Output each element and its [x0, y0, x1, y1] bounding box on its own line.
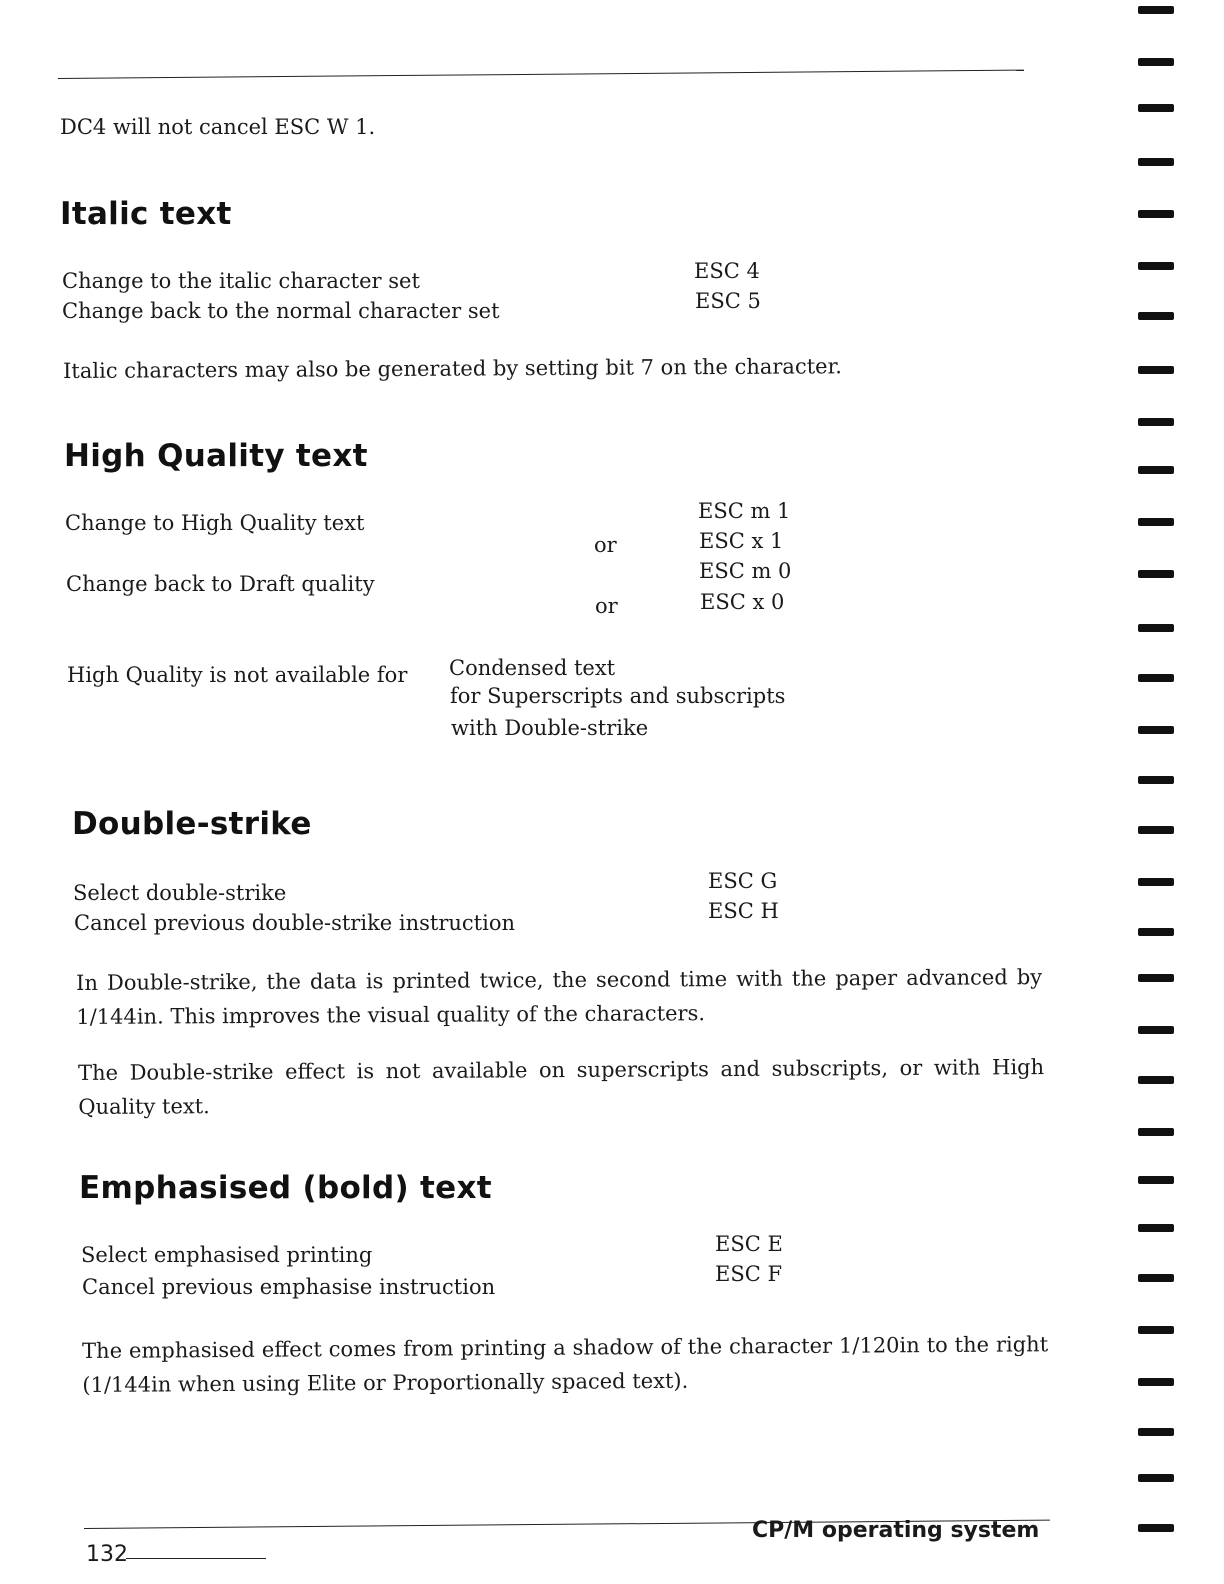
binding-mark [1138, 312, 1174, 320]
emph-paragraph: The emphasised effect comes from printing a shadow of the character 1/120in to the right (1/144in when using Elite or Proportionally spaced text). [82, 1332, 1049, 1397]
footer-title: CP/M operating system [752, 1518, 1040, 1543]
binding-mark [1138, 1474, 1174, 1482]
binding-mark [1138, 262, 1174, 270]
binding-mark [1138, 158, 1174, 166]
binding-mark [1138, 624, 1174, 632]
ds-row-2-code: ESC H [708, 899, 779, 923]
binding-mark [1138, 1326, 1174, 1334]
binding-mark [1138, 58, 1174, 66]
emph-row-2-code: ESC F [715, 1262, 783, 1286]
double-strike-heading: Double-strike [72, 806, 312, 842]
binding-mark [1138, 366, 1174, 374]
binding-mark [1138, 570, 1174, 578]
hq-row-2-alt-code: ESC x 0 [700, 590, 785, 614]
emph-row-1-code: ESC E [715, 1232, 783, 1256]
italic-note: Italic characters may also be generated by setting bit 7 on the character. [63, 354, 843, 383]
binding-mark [1138, 928, 1174, 936]
high-quality-heading: High Quality text [64, 438, 368, 474]
binding-mark [1138, 210, 1174, 218]
hq-row-1-or: or [594, 533, 617, 557]
italic-row-2-code: ESC 5 [695, 289, 761, 313]
spiral-binding-marks [1126, 0, 1186, 1584]
hq-row-1-label: Change to High Quality text [65, 511, 365, 535]
binding-mark [1138, 726, 1174, 734]
emph-row-2-label: Cancel previous emphasise instruction [82, 1275, 496, 1299]
hq-not-available-item-1: Condensed text [449, 656, 616, 680]
binding-mark [1138, 1128, 1174, 1136]
binding-mark [1138, 826, 1174, 834]
hq-row-2-or: or [595, 594, 618, 618]
binding-mark [1138, 1224, 1174, 1232]
italic-row-1-code: ESC 4 [694, 259, 760, 283]
italic-row-1-label: Change to the italic character set [62, 269, 420, 293]
binding-mark [1138, 104, 1174, 112]
binding-mark [1138, 1378, 1174, 1386]
top-rule [58, 70, 1024, 79]
binding-mark [1138, 674, 1174, 682]
binding-mark [1138, 1524, 1174, 1532]
binding-mark [1138, 1076, 1174, 1084]
emph-row-1-label: Select emphasised printing [81, 1243, 373, 1267]
ds-paragraph-2: The Double-strike effect is not available on superscripts and subscripts, or with High Quality text. [78, 1055, 1045, 1119]
emphasised-heading: Emphasised (bold) text [79, 1170, 492, 1206]
hq-row-2-code: ESC m 0 [699, 559, 792, 583]
binding-mark [1138, 1026, 1174, 1034]
ds-paragraph-1: In Double-strike, the data is printed twice, the second time with the paper advanced by 1/144in. This improves the visual quality of the characters. [76, 965, 1043, 1029]
intro-line: DC4 will not cancel ESC W 1. [60, 115, 376, 139]
ds-row-1-label: Select double-strike [73, 881, 287, 905]
italic-row-2-label: Change back to the normal character set [62, 299, 500, 323]
binding-mark [1138, 776, 1174, 784]
binding-mark [1138, 466, 1174, 474]
ds-row-1-code: ESC G [708, 869, 778, 893]
italic-heading: Italic text [60, 196, 232, 232]
binding-mark [1138, 878, 1174, 886]
hq-row-1-code: ESC m 1 [698, 499, 791, 523]
ds-row-2-label: Cancel previous double-strike instruction [74, 911, 515, 935]
binding-mark [1138, 518, 1174, 526]
hq-not-available-item-2: for Superscripts and subscripts [450, 684, 786, 708]
binding-mark [1138, 1428, 1174, 1436]
hq-row-1-alt-code: ESC x 1 [699, 529, 784, 553]
hq-row-2-label: Change back to Draft quality [66, 572, 375, 596]
page-number-underline [126, 1558, 266, 1559]
binding-mark [1138, 1176, 1174, 1184]
page-number: 132 [86, 1542, 128, 1567]
binding-mark [1138, 418, 1174, 426]
hq-not-available-label: High Quality is not available for [67, 663, 408, 687]
binding-mark [1138, 6, 1174, 14]
hq-not-available-item-3: with Double-strike [451, 716, 649, 740]
binding-mark [1138, 974, 1174, 982]
binding-mark [1138, 1274, 1174, 1282]
